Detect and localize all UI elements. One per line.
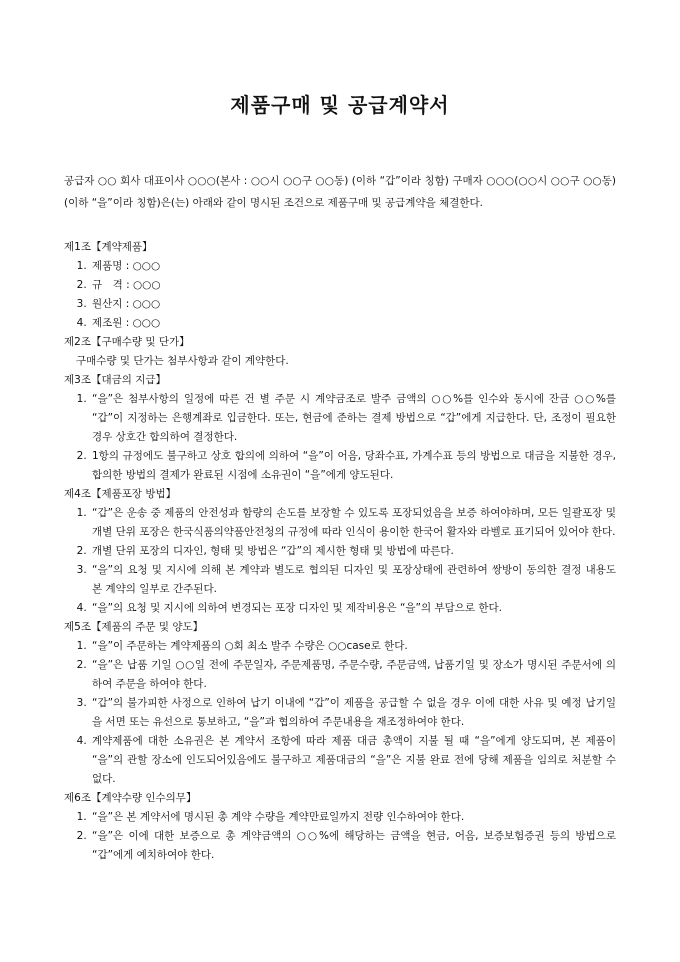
list-item: 3. “을”의 요청 및 지시에 의해 본 계약과 별도로 협의된 디자인 및 포장상태에 관련하여 쌍방이 동의한 결정 내용도 본 계약의 일부로 간주된다. [90, 561, 616, 599]
article-3 [64, 371, 616, 485]
list-item: 2. 개별 단위 포장의 디자인, 형태 및 방법은 “갑”의 제시한 형태 및 방법에 따른다. [90, 542, 616, 561]
list-item: 2. 규 격 : ○○○ [90, 276, 616, 295]
list-item: 4. 계약제품에 대한 소유권은 본 계약서 조항에 따라 제품 대금 총액이 지불 될 때 “을”에게 양도되며, 본 제품이 “을”의 관할 장소에 인도되어있음에도 불구하고 제품대금의 “을”은 지불 완료 전에 당해 제품을 임의로 처분할 수 없다. [90, 732, 616, 789]
article-4-list [64, 504, 616, 618]
article-5 [64, 618, 616, 789]
article-1-heading: 제1조【계약제품】 [64, 241, 153, 253]
list-item: 3. “갑”의 불가피한 사정으로 인하여 납기 이내에 “갑”이 제품을 공급할 수 없을 경우 이에 대한 사유 및 예정 납기일을 서면 또는 유선으로 통보하고, “을”과 협의하여 주문내용을 재조정하여야 한다. [90, 694, 616, 732]
list-item: 1. 제품명 : ○○○ [90, 257, 616, 276]
article-3-heading: 제3조【대금의 지급】 [64, 374, 167, 386]
list-item: 1. “갑”은 운송 중 제품의 안전성과 함량의 손도를 보장할 수 있도록 포장되었음을 보증 하여야하며, 모든 일괄포장 및 개별 단위 포장은 한국식품의약품안전청의 규정에 따라 인식이 용이한 한국어 활자와 라벨로 표기되어 있어야 한다. [90, 504, 616, 542]
article-2-text: 구매수량 및 단가는 첨부사항과 같이 계약한다. [76, 355, 289, 367]
list-item: 1. “을”이 주문하는 계약제품의 ○회 최소 발주 수량은 ○○case로 한다. [90, 637, 616, 656]
list-item: 4. 제조원 : ○○○ [90, 314, 616, 333]
article-6-list [64, 808, 616, 865]
list-item: 2. “을”은 납품 기일 ○○일 전에 주문일자, 주문제품명, 주문수량, 주문금액, 납품기일 및 장소가 명시된 주문서에 의하여 주문을 하여야 한다. [90, 656, 616, 694]
intro-paragraph: 공급자 ○○ 회사 대표이사 ○○○(본사 : ○○시 ○○구 ○○동) (이하 “갑”이라 칭함) 구매자 ○○○(○○시 ○○구 ○○동) (이하 “을”이라 칭함)은(는) 아래와 같이 명시된 조건으로 제품구매 및 공급계약을 체결한다. [64, 175, 616, 209]
list-item: 2. “을”은 이에 대한 보증으로 총 계약금액의 ○○%에 해당하는 금액을 현금, 어음, 보증보험증권 등의 방법으로 “갑”에게 예치하여야 한다. [90, 827, 616, 865]
article-6-heading: 제6조【계약수량 인수의무】 [64, 792, 197, 804]
article-4-heading: 제4조【제품포장 방법】 [64, 488, 177, 500]
article-1-list [64, 257, 616, 333]
article-2 [64, 333, 616, 371]
article-2-heading: 제2조【구매수량 및 단가】 [64, 336, 190, 348]
article-5-heading: 제5조【제품의 주문 및 양도】 [64, 621, 204, 633]
article-1 [64, 238, 616, 333]
article-5-list [64, 637, 616, 789]
article-4 [64, 485, 616, 618]
list-item: 2. 1항의 규정에도 불구하고 상호 합의에 의하여 “을”이 어음, 당좌수표, 가계수표 등의 방법으로 대금을 지불한 경우, 합의한 방법의 결제가 완료된 시점에 소유권이 “을”에게 양도된다. [90, 447, 616, 485]
list-item: 1. “을”은 첨부사항의 일정에 따른 건 별 주문 시 계약금조로 발주 금액의 ○○%를 인수와 동시에 잔금 ○○%를 “갑”이 지정하는 은행계좌로 입금한다. 또는, 현금에 준하는 결제 방법으로 “갑”에게 지급한다. 단, 조정이 필요한 경우 상호간 합의하여 결정한다. [90, 390, 616, 447]
article-3-list [64, 390, 616, 485]
list-item: 1. “을”은 본 계약서에 명시된 총 계약 수량을 계약만료일까지 전량 인수하여야 한다. [90, 808, 616, 827]
article-6 [64, 789, 616, 865]
list-item: 3. 원산지 : ○○○ [90, 295, 616, 314]
document-title: 제품구매 및 공급계약서 [230, 93, 450, 117]
list-item: 4. “을”의 요청 및 지시에 의하여 변경되는 포장 디자인 및 제작비용은 “을”의 부담으로 한다. [90, 599, 616, 618]
